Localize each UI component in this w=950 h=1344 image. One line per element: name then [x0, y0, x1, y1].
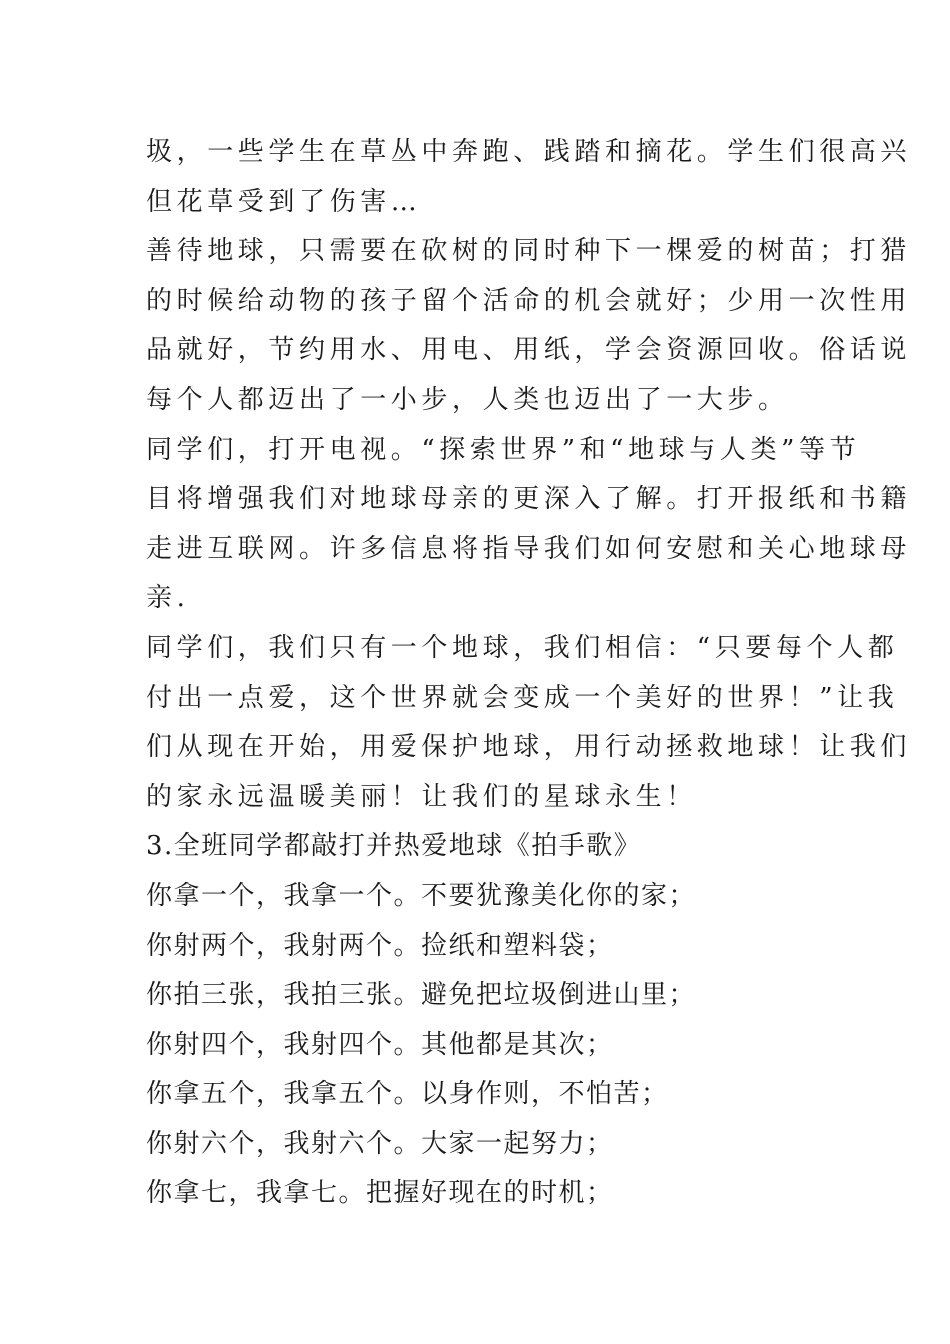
song-line: 你射四个，我射四个。其他都是其次； [146, 1029, 614, 1060]
text-line: 同学们，打开电视。“探索世界”和“地球与人类”等节 [146, 434, 861, 465]
text-line: 目将增强我们对地球母亲的更深入了解。打开报纸和书籍 [146, 484, 912, 515]
text-line: 圾，一些学生在草丛中奔跑、践踏和摘花。学生们很高兴 [146, 137, 912, 167]
song-line: 你拿五个，我拿五个。以身作则，不怕苦； [146, 1079, 669, 1110]
song-line: 你拍三张，我拍三张。避免把垃圾倒进山里； [146, 980, 697, 1011]
text-line: 走进互联网。许多信息将指导我们如何安慰和关心地球母 [146, 533, 912, 564]
document-body [146, 128, 912, 1219]
text-line: 们从现在开始，用爱保护地球，用行动拯救地球！让我们 [146, 732, 912, 763]
text-line: 的时候给动物的孩子留个活命的机会就好；少用一次性用 [146, 285, 912, 316]
text-line: 品就好，节约用水、用电、用纸，学会资源回收。俗话说 [146, 335, 912, 366]
section-heading: 3.全班同学都敲打并热爱地球《拍手歌》 [146, 831, 642, 862]
text-line: 每个人都迈出了一小步，人类也迈出了一大步。 [146, 384, 789, 415]
song-line: 你射六个，我射六个。大家一起努力； [146, 1128, 614, 1159]
text-line: 但花草受到了伤害… [146, 186, 422, 217]
song-line: 你射两个，我射两个。捡纸和塑料袋； [146, 930, 614, 961]
text-line: 善待地球，只需要在砍树的同时种下一棵爱的树苗；打猎 [146, 236, 912, 267]
text-line: 付出一点爱，这个世界就会变成一个美好的世界！”让我 [146, 682, 899, 713]
song-line: 你拿七，我拿七。把握好现在的时机； [146, 1178, 614, 1209]
text-line: 同学们，我们只有一个地球，我们相信：“只要每个人都 [146, 632, 899, 663]
text-line: 的家永远温暖美丽！让我们的星球永生！ [146, 781, 697, 812]
text-line: 亲. [146, 583, 190, 614]
song-line: 你拿一个，我拿一个。不要犹豫美化你的家； [146, 880, 697, 911]
